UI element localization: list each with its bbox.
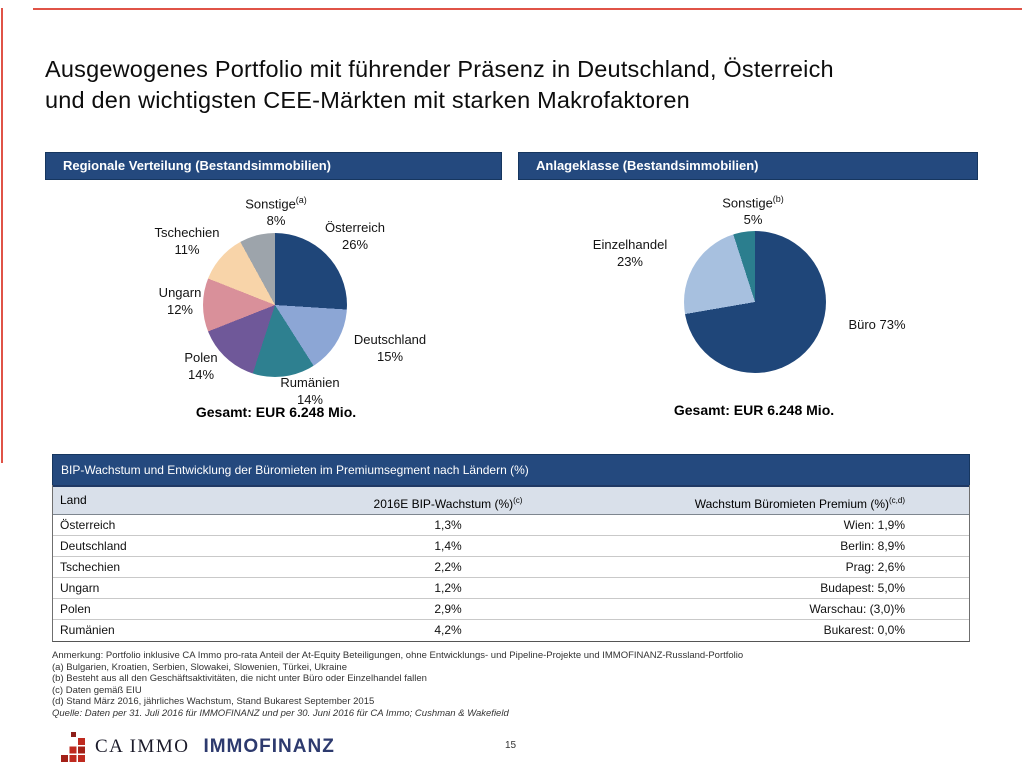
table-header-row	[53, 485, 969, 515]
immofinanz-wordmark: IMMOFINANZ	[203, 736, 335, 757]
gdp-rent-table	[52, 455, 970, 642]
pie-label-text: Polen	[184, 350, 218, 365]
ca-immo-logo-icon	[60, 732, 87, 763]
table-row	[53, 620, 969, 641]
pie-label-text: Sonstige$^{(b)}$	[722, 194, 784, 211]
pie-label-sonstige-a	[245, 192, 307, 229]
pie-label-einzelhandel	[593, 236, 667, 270]
footnote: (c) Daten gemäß EIU	[52, 684, 142, 696]
footnote: (b) Besteht aus all den Geschäftsaktivitäten, die nicht unter Büro oder Einzelhandel fallen	[52, 673, 427, 684]
pie-label-pct: 8%	[266, 213, 286, 229]
table-cell-miete: Bukarest: 0,0%	[823, 623, 905, 637]
pie-label-ungarn	[159, 284, 202, 318]
pie-label-text: Einzelhandel	[592, 237, 668, 252]
table-cell-bip: 4,2%	[434, 623, 462, 637]
table-row	[53, 578, 969, 599]
table-title: BIP-Wachstum und Entwicklung der Büromieten im Premiumsegment nach Ländern (%)	[52, 454, 970, 485]
pie-label-pct: 26%	[341, 237, 369, 252]
footer-logos	[60, 731, 335, 763]
column-header-land: Land	[60, 493, 87, 507]
table-cell-bip: 2,9%	[434, 602, 462, 616]
table-cell-land: Deutschland	[60, 539, 127, 553]
pie-label-pct: 11%	[174, 242, 200, 257]
column-header-bip: 2016E BIP-Wachstum (%)$^{(c)}$	[373, 496, 523, 511]
table-cell-land: Ungarn	[60, 581, 100, 595]
pie-label-oesterreich	[325, 219, 385, 253]
table-row	[53, 515, 969, 536]
ca-immo-wordmark: CA IMMO	[95, 736, 190, 757]
footnote: (d) Stand März 2016, jährliches Wachstum, Stand Bukarest September 2015	[52, 696, 375, 707]
slide-title-line2: und den wichtigsten CEE-Märkten mit starken Makrofaktoren	[45, 87, 690, 113]
total-caption-regional: Gesamt: EUR 6.248 Mio.	[195, 404, 357, 420]
pie-chart-anlageklasse	[684, 231, 826, 373]
pie-label-sonstige-b	[722, 191, 784, 228]
table-row	[53, 599, 969, 620]
footnotes	[52, 650, 743, 719]
pie-label-text: Sonstige$^{(a)}$	[245, 195, 307, 212]
pie-label-pct: 5%	[743, 212, 763, 228]
watermark-line-top	[33, 8, 1022, 10]
page-number: 15	[505, 740, 517, 751]
table-cell-bip: 1,2%	[434, 581, 462, 595]
pie-label-text: Rumänien	[280, 375, 340, 390]
table-row	[53, 536, 969, 557]
pie-label-pct: 14%	[187, 367, 215, 382]
pie-label-rumaenien	[280, 374, 339, 408]
slide-title	[45, 54, 834, 116]
footnote: (a) Bulgarien, Kroatien, Serbien, Slowakei, Slowenien, Türkei, Ukraine	[52, 661, 348, 673]
table-cell-miete: Prag: 2,6%	[845, 560, 905, 574]
pie-label-polen	[184, 349, 217, 383]
source-note: Quelle: Daten per 31. Juli 2016 für IMMOFINANZ und per 30. Juni 2016 für CA Immo; Cushman & Wakefield	[52, 707, 509, 719]
table-cell-land: Polen	[60, 602, 91, 616]
footnote: Anmerkung: Portfolio inklusive CA Immo pro-rata Anteil der At-Equity Beteiligungen, ohne Entwicklungs- und Pipeline-Projekte und IMMOFINANZ-Russland-Portfolio	[52, 650, 744, 661]
table-cell-bip: 1,3%	[434, 518, 462, 532]
watermark-line-left	[1, 8, 3, 463]
pie-label-text: Tschechien	[154, 225, 220, 240]
pie-label-text: Ungarn	[158, 285, 202, 300]
pie-chart-regional	[203, 233, 347, 377]
total-caption-anlageklasse: Gesamt: EUR 6.248 Mio.	[673, 402, 835, 418]
pie-label-pct: 23%	[616, 254, 644, 269]
table-cell-miete: Wien: 1,9%	[843, 518, 905, 532]
pie-label-pct: 14%	[296, 392, 324, 407]
pie-label-pct: 12%	[166, 302, 194, 317]
section-header-regional: Regionale Verteilung (Bestandsimmobilien)	[45, 152, 502, 180]
pie-label-text: Österreich	[325, 220, 385, 235]
table-cell-miete: Budapest: 5,0%	[820, 581, 905, 595]
table-cell-land: Österreich	[60, 518, 116, 532]
table-cell-miete: Berlin: 8,9%	[840, 539, 905, 553]
pie-label-pct: 15%	[376, 349, 404, 364]
section-header-anlageklasse: Anlageklasse (Bestandsimmobilien)	[518, 152, 978, 180]
table-cell-bip: 2,2%	[434, 560, 462, 574]
table-cell-miete: Warschau: (3,0)%	[809, 602, 905, 616]
pie-label-text: Deutschland	[353, 332, 427, 347]
slide-title-line1: Ausgewogenes Portfolio mit führender Präsenz in Deutschland, Österreich	[45, 56, 834, 82]
pie-label-deutschland	[354, 331, 426, 365]
table-cell-bip: 1,4%	[434, 539, 462, 553]
column-header-miete: Wachstum Büromieten Premium (%)$^{(c,d)}$	[694, 496, 905, 511]
table-cell-land: Tschechien	[60, 560, 121, 574]
table-body	[53, 515, 969, 641]
table-cell-land: Rumänien	[60, 623, 115, 637]
pie-label-tschechien	[154, 224, 219, 258]
pie-label-buero: Büro 73%	[848, 317, 906, 332]
table-row	[53, 557, 969, 578]
